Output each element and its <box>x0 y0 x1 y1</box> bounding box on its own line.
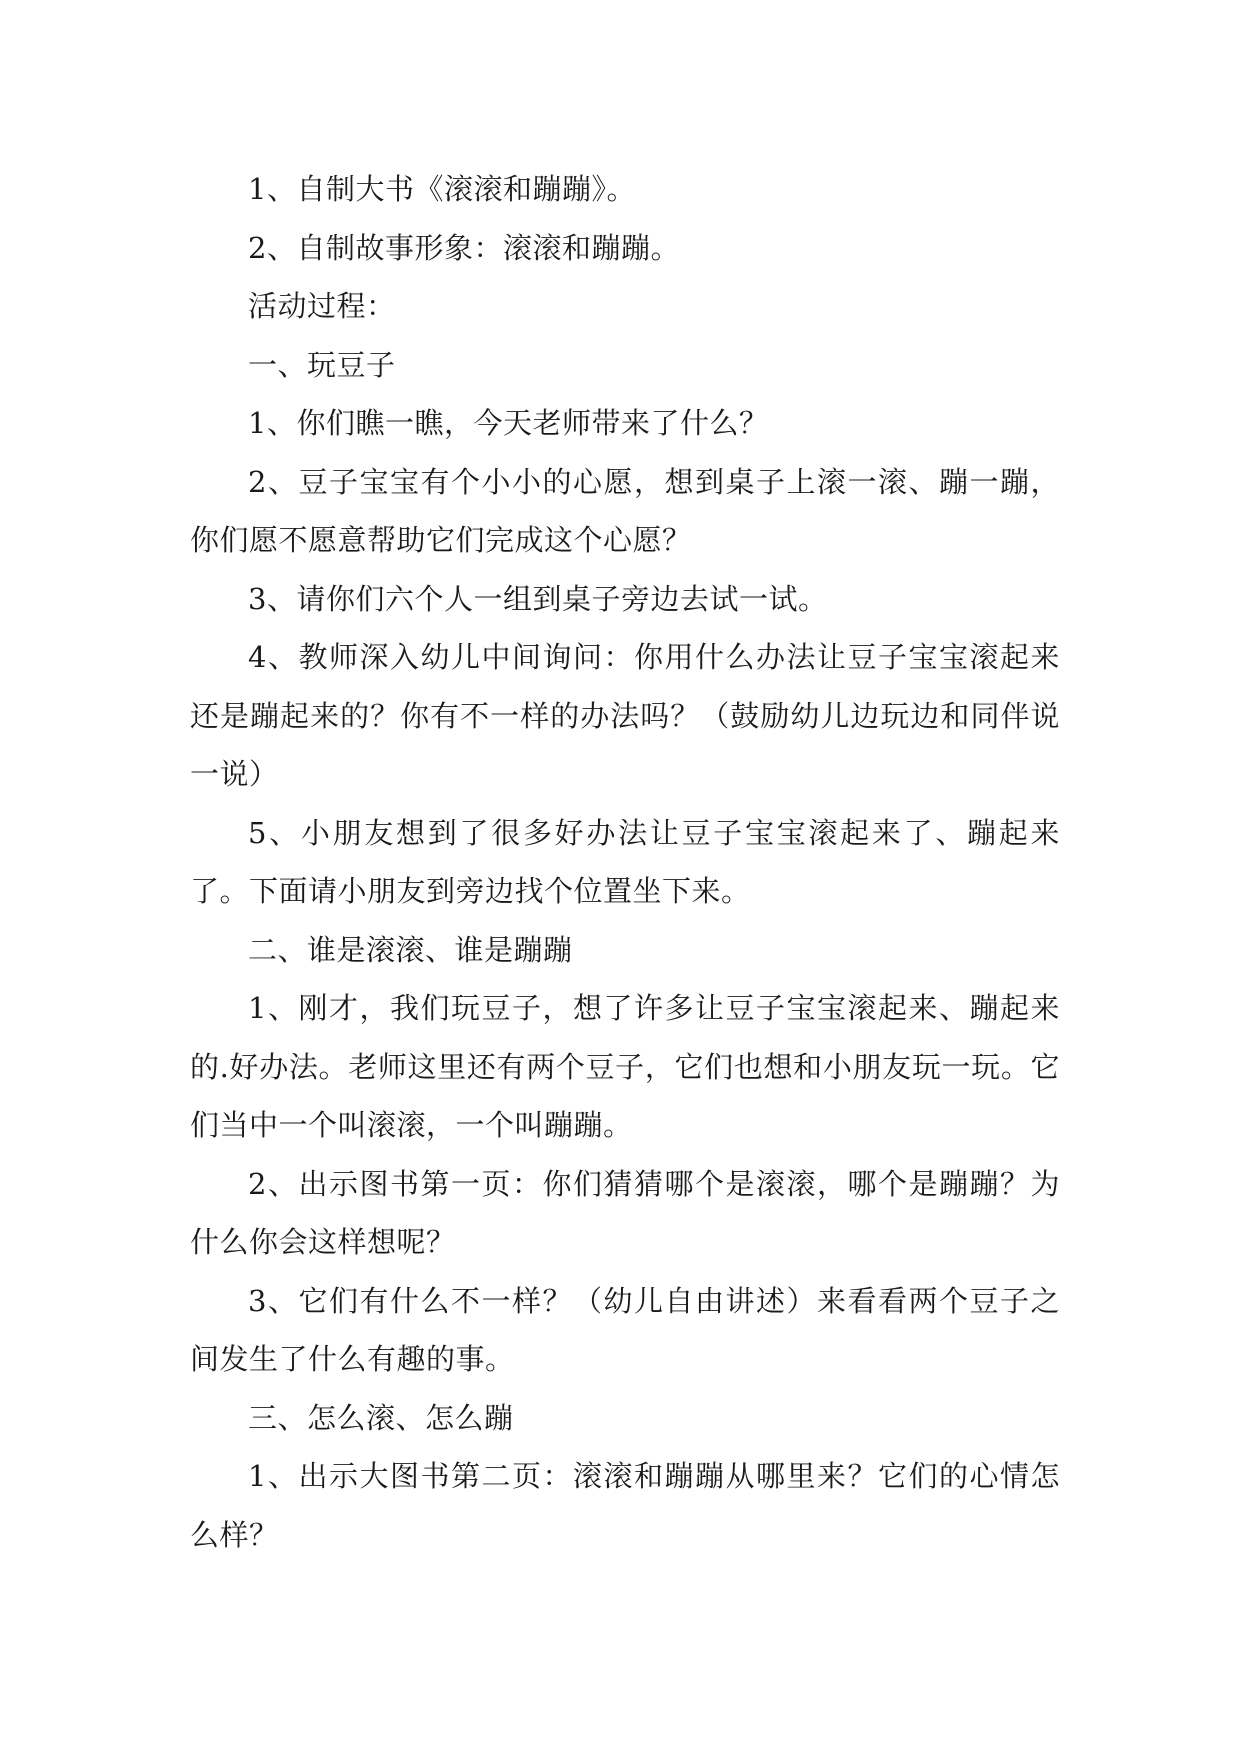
paragraph-materials-1: 1、自制大书《滚滚和蹦蹦》。 <box>248 172 636 206</box>
paragraph-1-4: 4、教师深入幼儿中间询问：你用什么办法让豆子宝宝滚起来还是蹦起来的？你有不一样的办法吗？（鼓励幼儿边玩边和同伴说一说） <box>190 640 1060 791</box>
section-heading-2: 二、谁是滚滚、谁是蹦蹦 <box>248 932 573 967</box>
section-heading-1: 一、玩豆子 <box>248 347 396 382</box>
heading-activity-process: 活动过程： <box>248 289 396 323</box>
paragraph-1-1: 1、你们瞧一瞧，今天老师带来了什么？ <box>248 406 769 440</box>
paragraph-1-3: 3、请你们六个人一组到桌子旁边去试一试。 <box>248 581 828 616</box>
paragraph-2-3: 3、它们有什么不一样？（幼儿自由讲述）来看看两个豆子之间发生了什么有趣的事。 <box>190 1283 1060 1376</box>
document-body <box>190 160 1060 1564</box>
paragraph-1-2: 2、豆子宝宝有个小小的心愿，想到桌子上滚一滚、蹦一蹦，你们愿不愿意帮助它们完成这个心愿？ <box>190 464 1060 557</box>
section-heading-3: 三、怎么滚、怎么蹦 <box>248 1400 514 1435</box>
paragraph-3-1: 1、出示大图书第二页：滚滚和蹦蹦从哪里来？它们的心情怎么样？ <box>190 1459 1060 1552</box>
paragraph-2-2: 2、出示图书第一页：你们猜猜哪个是滚滚，哪个是蹦蹦？为什么你会这样想呢？ <box>190 1166 1060 1259</box>
paragraph-1-5: 5、小朋友想到了很多好办法让豆子宝宝滚起来了、蹦起来了。下面请小朋友到旁边找个位置坐下来。 <box>190 815 1060 908</box>
paragraph-materials-2: 2、自制故事形象：滚滚和蹦蹦。 <box>248 230 680 265</box>
paragraph-2-1: 1、刚才，我们玩豆子，想了许多让豆子宝宝滚起来、蹦起来的.好办法。老师这里还有两个豆子，它们也想和小朋友玩一玩。它们当中一个叫滚滚，一个叫蹦蹦。 <box>190 991 1060 1142</box>
